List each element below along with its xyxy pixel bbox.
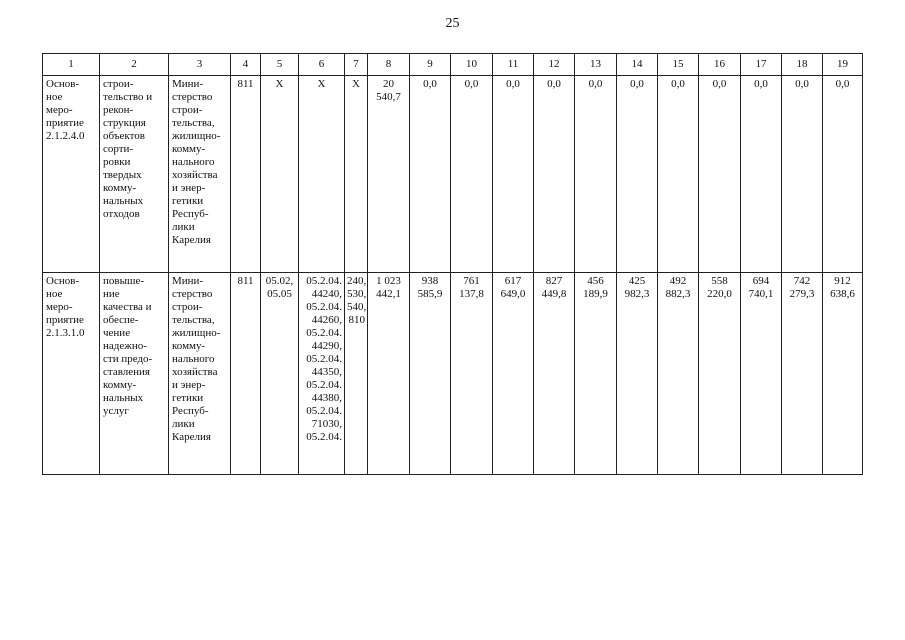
value-cell: 425 982,3	[617, 273, 658, 475]
column-header: 4	[231, 54, 261, 76]
value-cell: 0,0	[410, 76, 451, 273]
column-header: 6	[299, 54, 345, 76]
column-header: 5	[261, 54, 299, 76]
value-cell: 0,0	[493, 76, 534, 273]
activity-cell: Основ- ное меро- приятие 2.1.3.1.0	[43, 273, 100, 475]
value-cell: 0,0	[741, 76, 782, 273]
code-cell: 811	[231, 76, 261, 273]
value-cell: 0,0	[451, 76, 493, 273]
column-header: 11	[493, 54, 534, 76]
code-cell: 05.2.04. 44240, 05.2.04. 44260, 05.2.04. 44290, 05.2.04. 44350, 05.2.04. 44380, 05.2.04. 71030, 05.2.04.	[299, 273, 345, 475]
code-cell: X	[261, 76, 299, 273]
activity-cell: Основ- ное меро- приятие 2.1.2.4.0	[43, 76, 100, 273]
column-header: 7	[345, 54, 368, 76]
column-header: 10	[451, 54, 493, 76]
value-cell: 0,0	[823, 76, 863, 273]
value-cell: 492 882,3	[658, 273, 699, 475]
value-cell: 912 638,6	[823, 273, 863, 475]
value-cell: 827 449,8	[534, 273, 575, 475]
column-header: 18	[782, 54, 823, 76]
table-header-row	[43, 54, 863, 76]
column-header: 15	[658, 54, 699, 76]
value-cell: 0,0	[534, 76, 575, 273]
value-cell: 617 649,0	[493, 273, 534, 475]
column-header: 8	[368, 54, 410, 76]
value-cell: 558 220,0	[699, 273, 741, 475]
code-cell: 05.02, 05.05	[261, 273, 299, 475]
column-header: 17	[741, 54, 782, 76]
description-cell: строи- тельство и рекон- струкция объектов сорти- ровки твердых комму- нальных отходов	[100, 76, 169, 273]
value-cell: 938 585,9	[410, 273, 451, 475]
column-header: 16	[699, 54, 741, 76]
table-row	[43, 273, 863, 475]
column-header: 19	[823, 54, 863, 76]
column-header: 1	[43, 54, 100, 76]
column-header: 3	[169, 54, 231, 76]
value-cell: 0,0	[575, 76, 617, 273]
column-header: 13	[575, 54, 617, 76]
column-header: 12	[534, 54, 575, 76]
column-header: 2	[100, 54, 169, 76]
column-header: 14	[617, 54, 658, 76]
value-cell: 0,0	[617, 76, 658, 273]
executor-cell: Мини- стерство строи- тельства, жилищно- комму- нального хозяйства и энер- гетики Респуб- лики Карелия	[169, 76, 231, 273]
value-cell: 1 023 442,1	[368, 273, 410, 475]
value-cell: 761 137,8	[451, 273, 493, 475]
code-cell: 811	[231, 273, 261, 475]
page-number: 25	[445, 16, 460, 31]
value-cell: 0,0	[658, 76, 699, 273]
executor-cell: Мини- стерство строи- тельства, жилищно- комму- нального хозяйства и энер- гетики Респуб- лики Карелия	[169, 273, 231, 475]
budget-table	[42, 53, 863, 475]
code-cell: 240, 530, 540, 810	[345, 273, 368, 475]
code-cell: X	[345, 76, 368, 273]
value-cell: 456 189,9	[575, 273, 617, 475]
value-cell: 0,0	[699, 76, 741, 273]
code-cell: X	[299, 76, 345, 273]
value-cell: 0,0	[782, 76, 823, 273]
description-cell: повыше- ние качества и обеспе- чение надежно- сти предо- ставления комму- нальных услуг	[100, 273, 169, 475]
table-row	[43, 76, 863, 273]
column-header: 9	[410, 54, 451, 76]
value-cell: 742 279,3	[782, 273, 823, 475]
value-cell: 20 540,7	[368, 76, 410, 273]
value-cell: 694 740,1	[741, 273, 782, 475]
